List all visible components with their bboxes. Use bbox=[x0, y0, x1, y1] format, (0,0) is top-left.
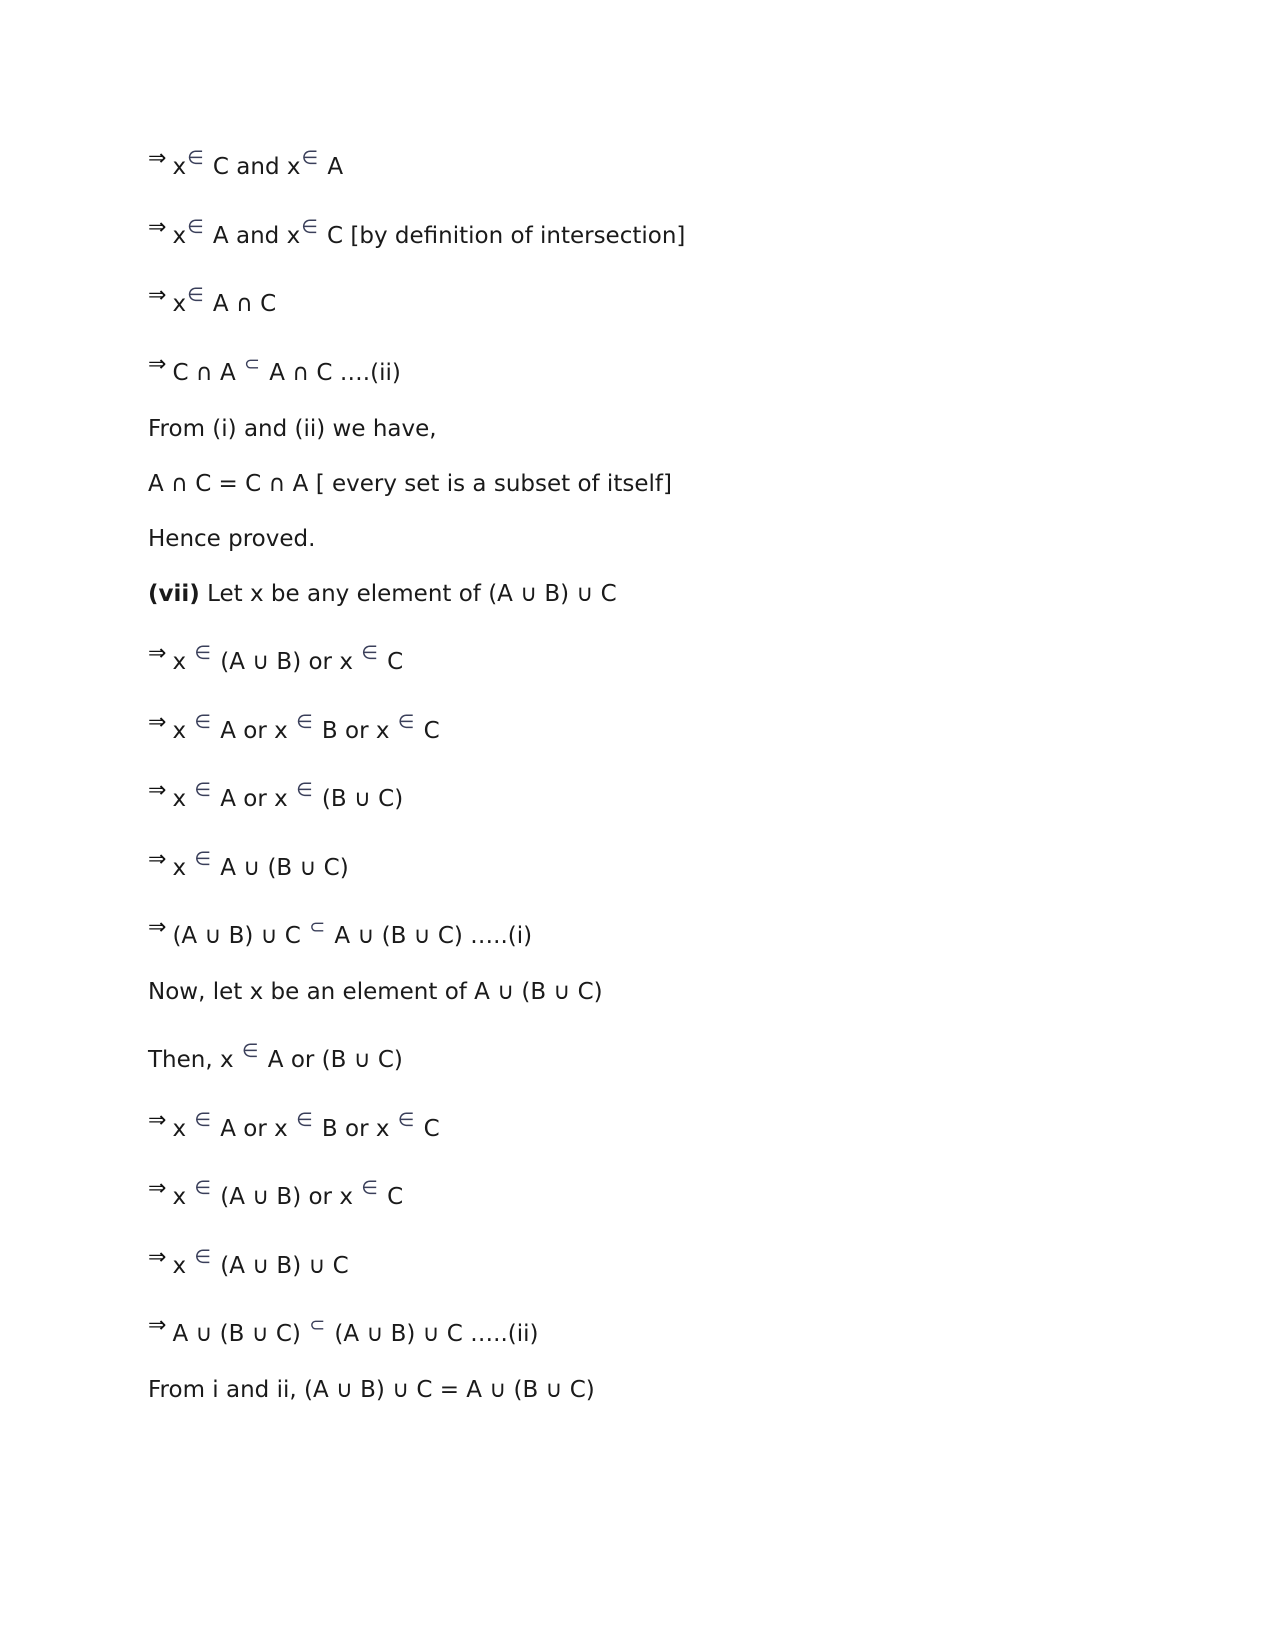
element-of-symbol: ∈ bbox=[301, 147, 319, 169]
element-of-symbol: ∈ bbox=[187, 284, 204, 306]
text-line bbox=[148, 414, 437, 444]
text-line bbox=[148, 1176, 404, 1213]
element-of-symbol: ∈ bbox=[194, 848, 211, 870]
text-line bbox=[148, 1375, 595, 1405]
implies-symbol: ⇒ bbox=[148, 215, 167, 240]
text-run: B or x bbox=[314, 718, 397, 744]
text-line bbox=[148, 283, 277, 320]
text-run: x bbox=[172, 786, 194, 812]
text-run: x bbox=[172, 718, 194, 744]
implies-symbol: ⇒ bbox=[148, 1108, 167, 1133]
element-of-symbol: ∈ bbox=[194, 1177, 211, 1199]
element-of-symbol: ∈ bbox=[397, 1109, 415, 1131]
text-run: A or x bbox=[212, 718, 296, 744]
implies-symbol: ⇒ bbox=[148, 847, 167, 872]
text-run: A ∩ C ….(ii) bbox=[261, 360, 401, 386]
text-run: x bbox=[172, 291, 187, 317]
text-run: C bbox=[416, 1116, 440, 1142]
text-run: From i and ii, (A ∪ B) ∪ C = A ∪ (B ∪ C) bbox=[148, 1377, 595, 1403]
text-line bbox=[148, 915, 533, 952]
text-run: Now, let x be an element of A ∪ (B ∪ C) bbox=[148, 979, 603, 1005]
element-of-symbol: ∈ bbox=[187, 147, 204, 169]
text-run: A or x bbox=[212, 786, 296, 812]
element-of-symbol: ∈ bbox=[194, 1246, 211, 1268]
text-line bbox=[148, 1245, 349, 1282]
text-run: Hence proved. bbox=[148, 526, 316, 552]
text-line bbox=[148, 847, 349, 884]
implies-symbol: ⇒ bbox=[148, 641, 167, 666]
text-run: (A ∪ B) or x bbox=[212, 649, 361, 675]
element-of-symbol: ∈ bbox=[187, 216, 204, 238]
implies-symbol: ⇒ bbox=[148, 778, 167, 803]
text-run: A ∪ (B ∪ C) …..(i) bbox=[327, 923, 533, 949]
text-line bbox=[148, 469, 672, 499]
text-run: x bbox=[172, 855, 194, 881]
text-run: (A ∪ B) ∪ C bbox=[172, 923, 309, 949]
text-line bbox=[148, 977, 603, 1007]
implies-symbol: ⇒ bbox=[148, 710, 167, 735]
text-line bbox=[148, 524, 315, 554]
implies-symbol: ⇒ bbox=[148, 915, 167, 940]
text-line bbox=[148, 778, 404, 815]
part-label: (vii) bbox=[148, 581, 200, 607]
text-run: Then, x bbox=[148, 1047, 241, 1073]
text-line bbox=[148, 641, 404, 678]
element-of-symbol: ∈ bbox=[194, 711, 211, 733]
text-run: (B ∪ C) bbox=[314, 786, 404, 812]
text-run: B or x bbox=[314, 1116, 397, 1142]
element-of-symbol: ∈ bbox=[296, 711, 313, 733]
text-run: C bbox=[416, 718, 440, 744]
text-run: (A ∪ B) ∪ C bbox=[212, 1253, 349, 1279]
text-line bbox=[148, 1313, 539, 1350]
text-run: A or (B ∪ C) bbox=[260, 1047, 403, 1073]
implies-symbol: ⇒ bbox=[148, 1313, 167, 1338]
text-line bbox=[148, 1108, 440, 1145]
text-run: x bbox=[172, 1253, 194, 1279]
text-run: C ∩ A bbox=[172, 360, 243, 386]
text-run: A ∪ (B ∪ C) bbox=[172, 1321, 309, 1347]
element-of-symbol: ∈ bbox=[241, 1040, 259, 1062]
text-run: C bbox=[379, 649, 404, 675]
element-of-symbol: ∈ bbox=[296, 779, 313, 801]
text-run: x bbox=[172, 223, 187, 249]
implies-symbol: ⇒ bbox=[148, 1245, 167, 1270]
text-run: A and x bbox=[205, 223, 301, 249]
element-of-symbol: ∈ bbox=[397, 711, 415, 733]
text-run: C and x bbox=[205, 154, 301, 180]
text-run: x bbox=[172, 1184, 194, 1210]
text-run: x bbox=[172, 1116, 194, 1142]
implies-symbol: ⇒ bbox=[148, 1176, 167, 1201]
element-of-symbol: ∈ bbox=[301, 216, 318, 238]
text-line bbox=[148, 1040, 403, 1076]
text-line bbox=[148, 146, 344, 183]
text-line bbox=[148, 215, 686, 252]
text-run: C bbox=[379, 1184, 404, 1210]
subset-symbol: ⊂ bbox=[309, 1314, 326, 1336]
subset-symbol: ⊂ bbox=[244, 353, 260, 375]
text-line bbox=[148, 579, 617, 609]
element-of-symbol: ∈ bbox=[296, 1109, 313, 1131]
text-run: A ∪ (B ∪ C) bbox=[212, 855, 349, 881]
text-run: A or x bbox=[212, 1116, 296, 1142]
text-run: A bbox=[320, 154, 344, 180]
element-of-symbol: ∈ bbox=[361, 1177, 378, 1199]
implies-symbol: ⇒ bbox=[148, 283, 167, 308]
text-line bbox=[148, 710, 440, 747]
subset-symbol: ⊂ bbox=[309, 916, 326, 938]
text-run: (A ∪ B) or x bbox=[212, 1184, 361, 1210]
text-run: C [by definition of intersection] bbox=[319, 223, 686, 249]
text-run: A ∩ C = C ∩ A [ every set is a subset of itself] bbox=[148, 471, 672, 497]
element-of-symbol: ∈ bbox=[361, 642, 378, 664]
element-of-symbol: ∈ bbox=[194, 779, 211, 801]
text-run: From (i) and (ii) we have, bbox=[148, 416, 437, 442]
implies-symbol: ⇒ bbox=[148, 352, 167, 377]
element-of-symbol: ∈ bbox=[194, 642, 211, 664]
implies-symbol: ⇒ bbox=[148, 146, 167, 171]
text-line bbox=[148, 352, 401, 389]
text-run: A ∩ C bbox=[205, 291, 277, 317]
text-run: x bbox=[172, 154, 187, 180]
element-of-symbol: ∈ bbox=[194, 1109, 211, 1131]
text-run: x bbox=[172, 649, 194, 675]
text-run: Let x be any element of (A ∪ B) ∪ C bbox=[199, 581, 617, 607]
text-run: (A ∪ B) ∪ C …..(ii) bbox=[327, 1321, 539, 1347]
